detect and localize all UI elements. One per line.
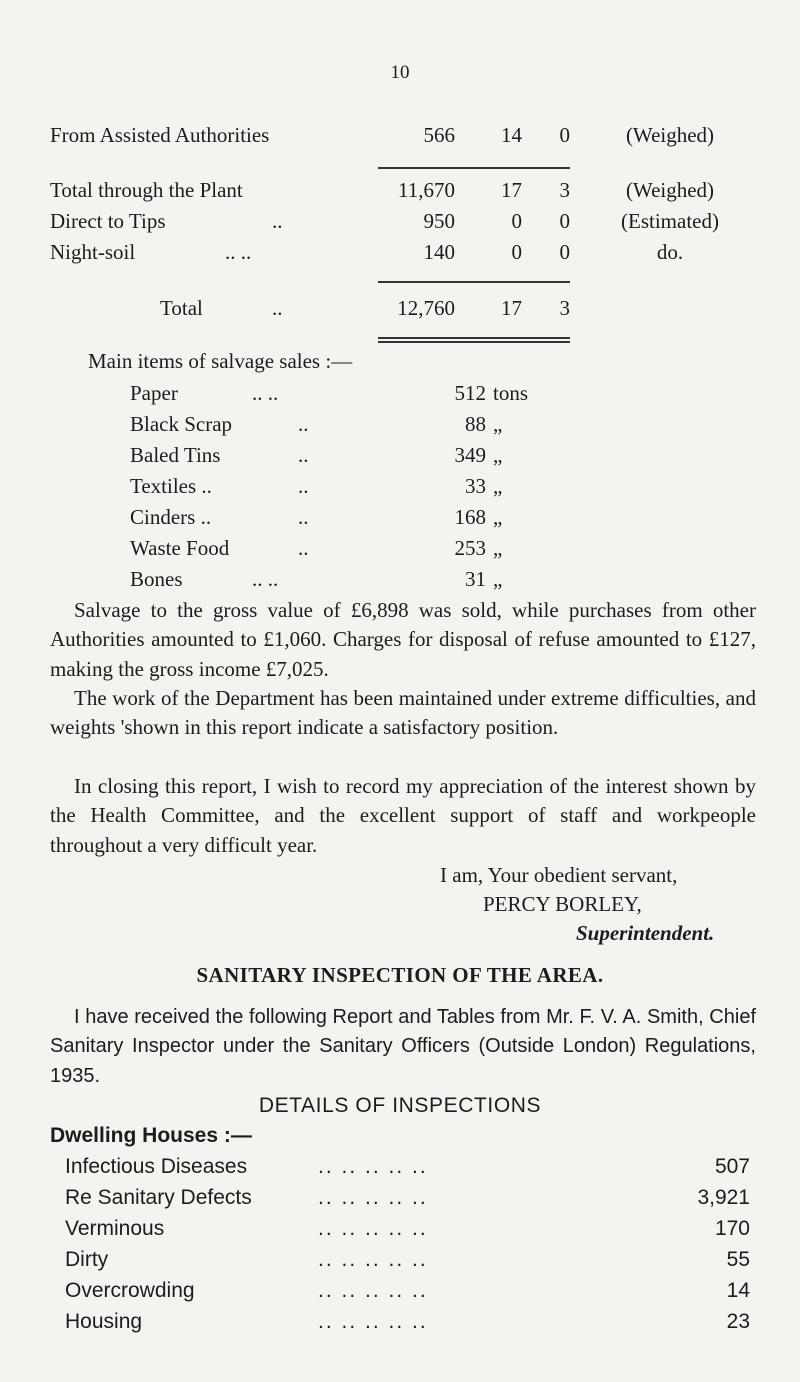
inspection-count: 170 [714,1217,750,1240]
inspection-label: Housing [65,1310,143,1333]
salvage-label: Textiles .. [130,474,212,498]
leader-dots: .. .. [225,240,252,264]
qrs-value: 0 [559,240,570,264]
cwt-value: 0 [511,240,522,264]
salvage-value: 253 [454,536,486,560]
salvage-label: Paper [130,381,178,405]
leader-dots: .. .. [252,381,279,405]
salvage-unit: „ [493,567,503,591]
leader-dots: .. [298,474,309,498]
inspection-row [0,1279,800,1309]
salvage-value: 88 [465,412,486,436]
plant-row [0,240,800,270]
salvage-unit: „ [493,443,503,467]
assisted-row [0,123,800,153]
salvage-unit: „ [493,536,503,560]
double-rule-bottom [378,341,570,343]
row-label: Direct to Tips [50,209,166,233]
subtotal-rule [378,167,570,169]
leader-dots: .. [298,536,309,560]
inspection-label: Infectious Diseases [65,1155,248,1178]
tons-value: 12,760 [397,296,455,320]
paragraph-department-work: The work of the Department has been maintained under extreme difficulties, and weights 'shown in this report indicate a satisfactory position. [50,686,756,740]
leader-dots: .. .. .. .. .. [318,1186,428,1209]
signature-title: Superintendent. [576,921,715,945]
inspection-label: Re Sanitary Defects [65,1186,252,1209]
total-rule [378,281,570,283]
cwt-value: 17 [501,178,522,202]
salvage-value: 512 [454,381,486,405]
page-number: 10 [390,62,410,83]
qrs-value: 0 [559,123,570,147]
inspection-row [0,1186,800,1216]
salvage-unit: „ [493,412,503,436]
salvage-heading: Main items of salvage sales :— [88,349,353,373]
tons-value: 566 [423,123,455,147]
row-label: Night-soil [50,240,136,264]
inspection-count: 507 [714,1155,750,1178]
inspection-label: Overcrowding [65,1279,195,1302]
leader-dots: .. [298,412,309,436]
salvage-label: Bones [130,567,183,591]
salvage-row [0,474,800,504]
salvage-label: Black Scrap [130,412,233,436]
salvage-row [0,505,800,535]
inspection-row [0,1217,800,1247]
salvage-unit: „ [493,505,503,529]
cwt-value: 17 [501,296,522,320]
total-label: Total [160,296,203,320]
leader-dots: .. .. .. .. .. [318,1279,428,1302]
inspection-row [0,1248,800,1278]
salvage-label: Baled Tins [130,443,221,467]
inspection-label: Dirty [65,1248,109,1271]
leader-dots: .. .. .. .. .. [318,1248,428,1271]
tons-value: 950 [423,209,455,233]
salvage-row [0,412,800,442]
qrs-value: 0 [559,209,570,233]
qrs-value: 3 [559,178,570,202]
paragraph-salvage-value: Salvage to the gross value of £6,898 was sold, while purchases from other Authorities amounted to £1,060. Charges for disposal of refuse amounted to £127, making the gross income £7,025. [50,598,756,681]
row-label: From Assisted Authorities [50,123,270,147]
tons-value: 140 [423,240,455,264]
inspection-row [0,1155,800,1185]
salvage-label: Cinders .. [130,505,212,529]
row-label: Total through the Plant [50,178,243,202]
row-note: do. [656,240,684,264]
tons-value: 11,670 [398,178,455,202]
row-note: (Weighed) [625,123,715,147]
inspection-count: 55 [726,1248,750,1271]
plant-row [0,178,800,208]
leader-dots: .. .. .. .. .. [318,1310,428,1333]
leader-dots: .. .. .. .. .. [318,1155,428,1178]
row-note: (Estimated) [621,209,719,233]
signature-name: PERCY BORLEY, [483,892,642,916]
sanitary-intro: I have received the following Report and Tables from Mr. F. V. A. Smith, Chief Sanitary Inspector under the Sanitary Officers (Outside London) Regulations, 1935. [50,1006,756,1087]
qrs-value: 3 [559,296,570,320]
salvage-value: 33 [465,474,486,498]
double-rule-top [378,337,570,339]
leader-dots: .. [272,296,283,320]
salvage-row [0,443,800,473]
salvage-row [0,536,800,566]
salvage-unit: tons [493,381,529,405]
leader-dots: .. .. .. .. .. [318,1217,428,1240]
section-heading: SANITARY INSPECTION OF THE AREA. [196,963,604,987]
leader-dots: .. [298,505,309,529]
plant-row [0,209,800,239]
salvage-value: 31 [465,567,486,591]
inspection-count: 14 [726,1279,750,1302]
signature-closing: I am, Your obedient servant, [440,863,678,887]
inspection-count: 3,921 [697,1186,750,1209]
inspection-label: Verminous [65,1217,165,1240]
inspection-row [0,1310,800,1340]
salvage-label: Waste Food [130,536,230,560]
dwelling-houses-label: Dwelling Houses :— [50,1124,252,1147]
inspection-count: 23 [726,1310,750,1333]
paragraph-closing: In closing this report, I wish to record my appreciation of the interest shown by the Health Committee, and the excellent support of staff and workpeople throughout a very difficult year. [50,774,756,857]
salvage-value: 168 [454,505,486,529]
cwt-value: 0 [511,209,522,233]
salvage-row [0,567,800,597]
salvage-unit: „ [493,474,503,498]
cwt-value: 14 [501,123,522,147]
leader-dots: .. [298,443,309,467]
salvage-value: 349 [454,443,486,467]
total-row [0,296,800,326]
leader-dots: .. [272,209,283,233]
salvage-row [0,381,800,411]
leader-dots: .. .. [252,567,279,591]
row-note: (Weighed) [625,178,715,202]
inspection-subheading: DETAILS OF INSPECTIONS [258,1094,542,1117]
